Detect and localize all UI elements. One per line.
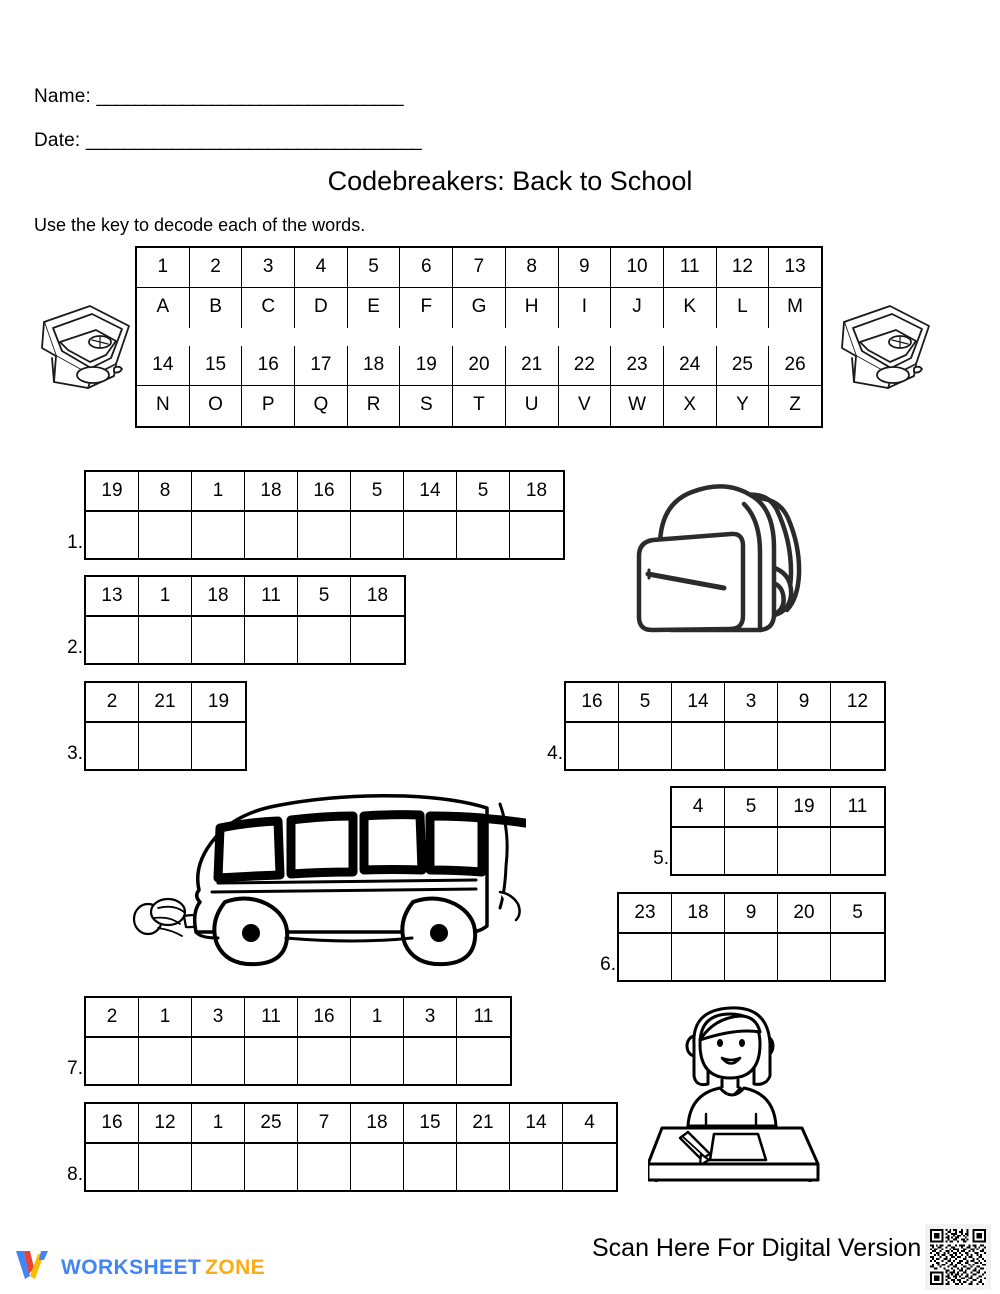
puzzle-grid bbox=[84, 681, 247, 771]
code-cell: 5 bbox=[619, 683, 672, 723]
qr-code-icon[interactable] bbox=[925, 1224, 991, 1290]
code-cell: 8 bbox=[139, 472, 192, 512]
puzzle-code-row bbox=[566, 683, 884, 723]
puzzle-row-7 bbox=[67, 996, 512, 1086]
code-cell: 1 bbox=[139, 998, 192, 1038]
key-number-cell: 20 bbox=[453, 346, 506, 386]
key-number-cell: 25 bbox=[717, 346, 770, 386]
answer-cell[interactable] bbox=[139, 512, 192, 558]
answer-cell[interactable] bbox=[86, 617, 139, 663]
key-letter-cell: Q bbox=[295, 386, 348, 426]
worksheet-zone-logo[interactable] bbox=[14, 1248, 265, 1287]
code-cell: 1 bbox=[351, 998, 404, 1038]
key-number-cell: 1 bbox=[137, 248, 190, 288]
code-cell: 19 bbox=[778, 788, 831, 828]
puzzle-number-label: 8. bbox=[67, 1164, 83, 1185]
code-cell: 18 bbox=[245, 472, 298, 512]
code-cell: 16 bbox=[86, 1104, 139, 1144]
name-field-line bbox=[34, 86, 403, 108]
answer-cell[interactable] bbox=[672, 934, 725, 980]
answer-cell[interactable] bbox=[831, 934, 884, 980]
code-cell: 5 bbox=[351, 472, 404, 512]
answer-cell[interactable] bbox=[139, 1038, 192, 1084]
answer-cell[interactable] bbox=[139, 617, 192, 663]
code-cell: 5 bbox=[831, 894, 884, 934]
answer-cell[interactable] bbox=[298, 512, 351, 558]
answer-cell[interactable] bbox=[139, 723, 192, 769]
key-number-cell: 11 bbox=[664, 248, 717, 288]
puzzle-number-label: 4. bbox=[547, 743, 563, 764]
code-cell: 19 bbox=[86, 472, 139, 512]
puzzle-number-label: 3. bbox=[67, 743, 83, 764]
key-number-cell: 3 bbox=[242, 248, 295, 288]
answer-cell[interactable] bbox=[831, 723, 884, 769]
answer-cell[interactable] bbox=[192, 1144, 245, 1190]
key-number-cell: 12 bbox=[717, 248, 770, 288]
logo-worksheet-text: WORKSHEET bbox=[61, 1255, 202, 1279]
puzzle-code-row bbox=[619, 894, 884, 934]
code-cell: 5 bbox=[457, 472, 510, 512]
key-number-cell: 6 bbox=[400, 248, 453, 288]
code-cell: 18 bbox=[510, 472, 563, 512]
puzzle-row-3 bbox=[67, 681, 247, 771]
puzzle-answer-row bbox=[86, 1038, 510, 1084]
puzzle-code-row bbox=[86, 683, 245, 723]
puzzle-number-label: 5. bbox=[653, 848, 669, 869]
code-cell: 16 bbox=[298, 472, 351, 512]
code-cell: 14 bbox=[404, 472, 457, 512]
puzzle-answer-row bbox=[86, 617, 404, 663]
puzzle-grid bbox=[84, 996, 512, 1086]
puzzle-answer-row bbox=[86, 1144, 616, 1190]
code-cell: 16 bbox=[566, 683, 619, 723]
answer-cell[interactable] bbox=[298, 1144, 351, 1190]
puzzle-code-row bbox=[86, 998, 510, 1038]
code-cell: 16 bbox=[298, 998, 351, 1038]
cipher-key-table bbox=[135, 246, 823, 428]
puzzle-answer-row bbox=[86, 723, 245, 769]
answer-cell[interactable] bbox=[245, 1144, 298, 1190]
key-letter-cell: T bbox=[453, 386, 506, 426]
puzzle-answer-row bbox=[566, 723, 884, 769]
answer-cell[interactable] bbox=[566, 723, 619, 769]
code-cell: 14 bbox=[672, 683, 725, 723]
key-number-cell: 7 bbox=[453, 248, 506, 288]
code-cell: 5 bbox=[298, 577, 351, 617]
puzzle-row-1 bbox=[67, 470, 565, 560]
key-letter-cell: L bbox=[717, 288, 770, 328]
answer-cell[interactable] bbox=[619, 723, 672, 769]
answer-cell[interactable] bbox=[831, 828, 884, 874]
key-letter-cell: A bbox=[137, 288, 190, 328]
puzzle-number-label: 2. bbox=[67, 637, 83, 658]
code-cell: 2 bbox=[86, 683, 139, 723]
key-number-cell: 17 bbox=[295, 346, 348, 386]
key-letter-cell: H bbox=[506, 288, 559, 328]
puzzle-grid bbox=[84, 470, 565, 560]
answer-cell[interactable] bbox=[510, 512, 563, 558]
answer-cell[interactable] bbox=[457, 1144, 510, 1190]
code-cell: 3 bbox=[404, 998, 457, 1038]
key-number-cell: 4 bbox=[295, 248, 348, 288]
key-number-cell: 21 bbox=[506, 346, 559, 386]
answer-cell[interactable] bbox=[404, 1038, 457, 1084]
key-number-cell: 2 bbox=[190, 248, 243, 288]
key-number-cell: 15 bbox=[190, 346, 243, 386]
key-number-cell: 8 bbox=[506, 248, 559, 288]
answer-cell[interactable] bbox=[192, 617, 245, 663]
key-row-numbers-top bbox=[137, 248, 821, 288]
key-letter-cell: X bbox=[664, 386, 717, 426]
key-number-cell: 16 bbox=[242, 346, 295, 386]
key-row-letters-bottom bbox=[137, 386, 821, 426]
key-number-cell: 24 bbox=[664, 346, 717, 386]
puzzle-grid bbox=[564, 681, 886, 771]
code-cell: 4 bbox=[563, 1104, 616, 1144]
puzzle-code-row bbox=[672, 788, 884, 828]
key-number-cell: 9 bbox=[559, 248, 612, 288]
puzzle-answer-row bbox=[672, 828, 884, 874]
key-number-cell: 19 bbox=[400, 346, 453, 386]
name-label: Name: bbox=[34, 86, 91, 107]
key-number-cell: 18 bbox=[348, 346, 401, 386]
answer-cell[interactable] bbox=[778, 723, 831, 769]
answer-cell[interactable] bbox=[563, 1144, 616, 1190]
code-cell: 3 bbox=[192, 998, 245, 1038]
code-cell: 13 bbox=[86, 577, 139, 617]
puzzle-code-row bbox=[86, 472, 563, 512]
code-cell: 18 bbox=[351, 577, 404, 617]
puzzle-number-label: 6. bbox=[600, 954, 616, 975]
code-cell: 12 bbox=[139, 1104, 192, 1144]
key-letter-cell: S bbox=[400, 386, 453, 426]
puzzle-row-2 bbox=[67, 575, 406, 665]
puzzle-grid bbox=[617, 892, 886, 982]
answer-cell[interactable] bbox=[298, 617, 351, 663]
key-letter-cell: O bbox=[190, 386, 243, 426]
code-cell: 3 bbox=[725, 683, 778, 723]
code-cell: 1 bbox=[192, 472, 245, 512]
key-number-cell: 14 bbox=[137, 346, 190, 386]
code-cell: 18 bbox=[351, 1104, 404, 1144]
code-cell: 12 bbox=[831, 683, 884, 723]
code-cell: 1 bbox=[192, 1104, 245, 1144]
answer-cell[interactable] bbox=[510, 1144, 563, 1190]
key-letter-cell: U bbox=[506, 386, 559, 426]
code-cell: 7 bbox=[298, 1104, 351, 1144]
answer-cell[interactable] bbox=[351, 512, 404, 558]
key-letter-cell: V bbox=[559, 386, 612, 426]
worksheet-zone-mark-icon bbox=[14, 1248, 52, 1287]
code-cell: 15 bbox=[404, 1104, 457, 1144]
answer-cell[interactable] bbox=[86, 1038, 139, 1084]
date-write-line[interactable]: ___________________________________ bbox=[85, 130, 421, 151]
date-label: Date: bbox=[34, 130, 81, 151]
code-cell: 19 bbox=[192, 683, 245, 723]
puzzle-row-5 bbox=[653, 786, 886, 876]
answer-cell[interactable] bbox=[672, 828, 725, 874]
answer-cell[interactable] bbox=[351, 1038, 404, 1084]
answer-cell[interactable] bbox=[192, 512, 245, 558]
answer-cell[interactable] bbox=[778, 828, 831, 874]
answer-cell[interactable] bbox=[192, 1038, 245, 1084]
answer-cell[interactable] bbox=[192, 723, 245, 769]
key-letter-cell: J bbox=[611, 288, 664, 328]
key-row-numbers-bottom bbox=[137, 346, 821, 386]
answer-cell[interactable] bbox=[725, 934, 778, 980]
instructions-text: Use the key to decode each of the words. bbox=[34, 215, 366, 235]
key-letter-cell: W bbox=[611, 386, 664, 426]
key-letter-cell: G bbox=[453, 288, 506, 328]
key-letter-cell: B bbox=[190, 288, 243, 328]
answer-cell[interactable] bbox=[457, 512, 510, 558]
answer-cell[interactable] bbox=[725, 723, 778, 769]
puzzle-row-4 bbox=[547, 681, 886, 771]
key-number-cell: 23 bbox=[611, 346, 664, 386]
code-cell: 5 bbox=[725, 788, 778, 828]
key-block-bottom bbox=[137, 346, 821, 426]
code-cell: 11 bbox=[457, 998, 510, 1038]
code-cell: 21 bbox=[139, 683, 192, 723]
code-cell: 14 bbox=[510, 1104, 563, 1144]
answer-cell[interactable] bbox=[86, 1144, 139, 1190]
answer-cell[interactable] bbox=[139, 1144, 192, 1190]
pencil-sharpener-icon bbox=[28, 298, 136, 390]
answer-cell[interactable] bbox=[725, 828, 778, 874]
page-title: Codebreakers: Back to School bbox=[327, 166, 693, 196]
key-number-cell: 10 bbox=[611, 248, 664, 288]
puzzle-grid bbox=[84, 1102, 618, 1192]
key-letter-cell: D bbox=[295, 288, 348, 328]
code-cell: 1 bbox=[139, 577, 192, 617]
answer-cell[interactable] bbox=[351, 1144, 404, 1190]
answer-cell[interactable] bbox=[245, 512, 298, 558]
key-letter-cell: Y bbox=[717, 386, 770, 426]
puzzle-answer-row bbox=[86, 512, 563, 558]
code-cell: 4 bbox=[672, 788, 725, 828]
key-letter-cell: C bbox=[242, 288, 295, 328]
scan-instruction-text: Scan Here For Digital Version bbox=[592, 1234, 922, 1262]
code-cell: 11 bbox=[831, 788, 884, 828]
answer-cell[interactable] bbox=[619, 934, 672, 980]
code-cell: 20 bbox=[778, 894, 831, 934]
answer-cell[interactable] bbox=[457, 1038, 510, 1084]
puzzle-grid bbox=[670, 786, 886, 876]
answer-cell[interactable] bbox=[86, 723, 139, 769]
puzzle-number-label: 1. bbox=[67, 532, 83, 553]
student-at-desk-icon bbox=[648, 1004, 823, 1182]
key-letter-cell: K bbox=[664, 288, 717, 328]
puzzle-row-6 bbox=[600, 892, 886, 982]
key-number-cell: 13 bbox=[769, 248, 821, 288]
answer-cell[interactable] bbox=[86, 512, 139, 558]
code-cell: 9 bbox=[725, 894, 778, 934]
code-cell: 9 bbox=[778, 683, 831, 723]
key-letter-cell: I bbox=[559, 288, 612, 328]
code-cell: 18 bbox=[192, 577, 245, 617]
puzzle-number-label: 7. bbox=[67, 1058, 83, 1079]
puzzle-answer-row bbox=[619, 934, 884, 980]
backpack-icon bbox=[618, 478, 833, 658]
answer-cell[interactable] bbox=[245, 617, 298, 663]
key-letter-cell: E bbox=[348, 288, 401, 328]
answer-cell[interactable] bbox=[404, 512, 457, 558]
answer-cell[interactable] bbox=[672, 723, 725, 769]
key-number-cell: 5 bbox=[348, 248, 401, 288]
puzzle-code-row bbox=[86, 1104, 616, 1144]
pencil-sharpener-icon bbox=[828, 298, 936, 390]
key-letter-cell: P bbox=[242, 386, 295, 426]
code-cell: 25 bbox=[245, 1104, 298, 1144]
school-bus-icon bbox=[128, 782, 526, 968]
key-letter-cell: R bbox=[348, 386, 401, 426]
key-number-cell: 26 bbox=[769, 346, 821, 386]
key-letter-cell: M bbox=[769, 288, 821, 328]
answer-cell[interactable] bbox=[298, 1038, 351, 1084]
key-row-letters-top bbox=[137, 288, 821, 328]
puzzle-row-8 bbox=[67, 1102, 618, 1192]
key-letter-cell: N bbox=[137, 386, 190, 426]
code-cell: 23 bbox=[619, 894, 672, 934]
puzzle-grid bbox=[84, 575, 406, 665]
key-letter-cell: F bbox=[400, 288, 453, 328]
key-table-divider bbox=[137, 328, 821, 346]
answer-cell[interactable] bbox=[351, 617, 404, 663]
key-number-cell: 22 bbox=[559, 346, 612, 386]
code-cell: 18 bbox=[672, 894, 725, 934]
name-write-line[interactable]: ________________________________ bbox=[96, 86, 403, 107]
logo-zone-text: ZONE bbox=[205, 1255, 266, 1279]
answer-cell[interactable] bbox=[245, 1038, 298, 1084]
code-cell: 21 bbox=[457, 1104, 510, 1144]
puzzle-code-row bbox=[86, 577, 404, 617]
code-cell: 2 bbox=[86, 998, 139, 1038]
key-block-top bbox=[137, 248, 821, 328]
code-cell: 11 bbox=[245, 577, 298, 617]
code-cell: 11 bbox=[245, 998, 298, 1038]
answer-cell[interactable] bbox=[404, 1144, 457, 1190]
answer-cell[interactable] bbox=[778, 934, 831, 980]
key-letter-cell: Z bbox=[769, 386, 821, 426]
date-field-line bbox=[34, 130, 421, 152]
logo-wordmark bbox=[61, 1256, 265, 1280]
